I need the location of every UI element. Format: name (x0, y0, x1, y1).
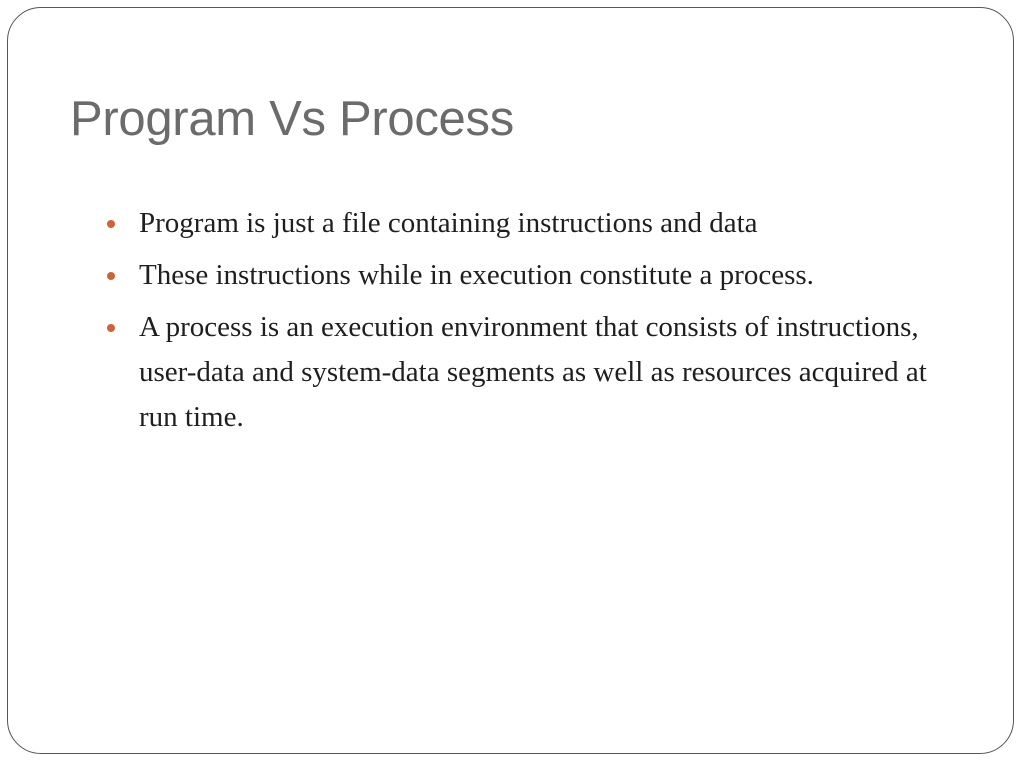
bullet-text: A process is an execution environment that consists of instructions, user-data and system-data segments as well as resources acquired at run time. (139, 311, 927, 433)
bullet-list (106, 201, 946, 447)
bullet-item (106, 305, 946, 440)
slide-title: Program Vs Process (70, 92, 514, 146)
bullet-text: These instructions while in execution constitute a process. (139, 259, 814, 291)
slide-frame (7, 7, 1014, 754)
bullet-item (106, 253, 946, 298)
bullet-dot-icon (107, 220, 115, 228)
bullet-text: Program is just a file containing instructions and data (139, 207, 758, 239)
bullet-dot-icon (107, 272, 115, 280)
bullet-item (106, 201, 946, 246)
bullet-dot-icon (107, 324, 115, 332)
